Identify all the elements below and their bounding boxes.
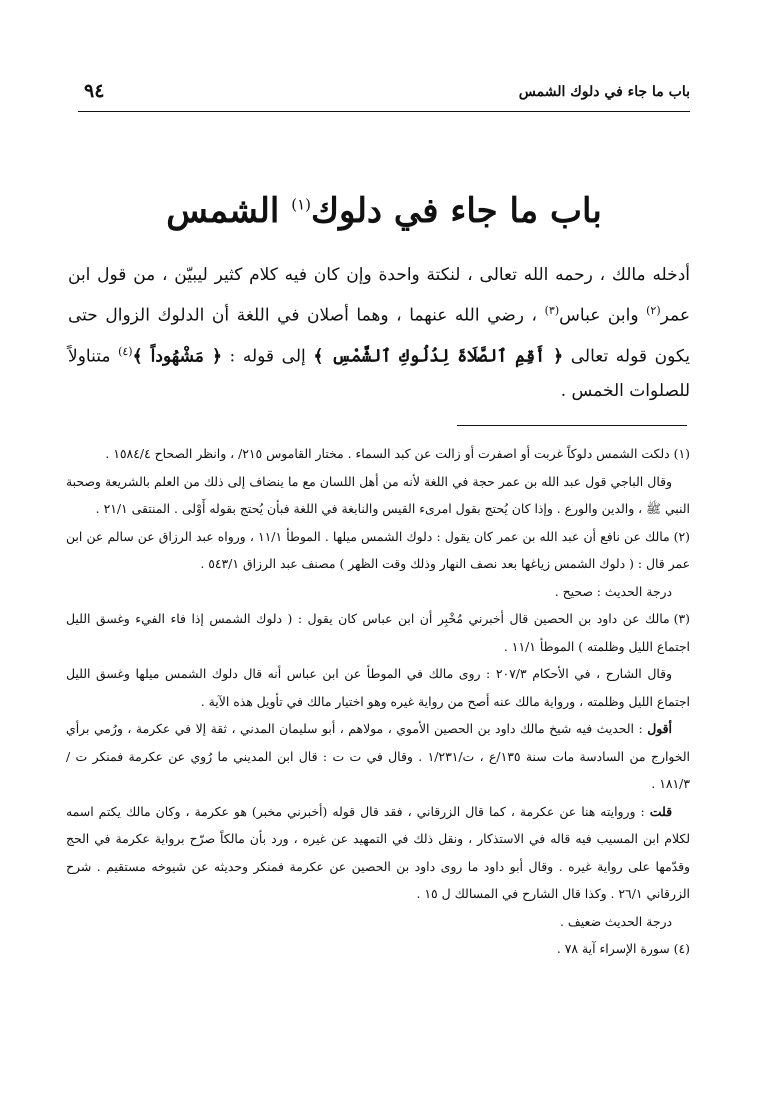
- page-number: ٩٤: [84, 80, 105, 102]
- footnote-text: : وروايته هنا عن عكرمة ، كما قال الزرقاني ، فقد قال قوله (أخبرني مخبر) هو عكرمة ، وكان مالك يكتم اسمه لكلام ابن المسيب فيه قاله في الاستذكار ، ونقل ذلك في التمهيد عن غيره ، ورد بأن مالكاً صرّح برواية عكرمة في الحج وقدّمها على رواية غيره . وقال أبو داود ما روى داود بن الحصين عن عكرمة فمنكر وحديثه عن شيوخه مستقيم . شرح الزرقاني ٢٦/١ . وكذا قال الشارح في المسالك ل ١٥ .: [66, 803, 690, 901]
- footnote-4: [66, 935, 690, 963]
- footnote-text: : الحديث فيه شيخ مالك داود بن الحصين الأموي ، مولاهم ، أبو سليمان المدني ، ثقة إلا في عكرمة ، ورُمي برأي الخوارج من السادسة مات سنة ١٣٥/ع ، ت/١/٢٣١ . وقال في ت ت : قال ابن المديني ما رُوي عن عكرمة فمنكر ت / ١٨١/٣ .: [66, 721, 690, 791]
- footnote-marker-1: (١): [291, 195, 311, 214]
- footnote-number: (٤): [673, 941, 690, 956]
- footnote-3: [66, 605, 690, 935]
- footnote-number: (١): [673, 446, 690, 461]
- running-title: باب ما جاء في دلوك الشمس: [518, 84, 690, 100]
- footnote-paragraph: [66, 798, 690, 908]
- footnote-text: سورة الإسراء آية ٧٨ .: [556, 941, 670, 956]
- footnote-marker-4: (٤): [118, 344, 133, 358]
- chapter-title-text: باب ما جاء في دلوك: [310, 190, 602, 231]
- lead-word: قلت: [649, 803, 672, 819]
- quran-verse-1: ﴿ أَقِمِ ٱلصَّلَاةَ لِدُلُوكِ ٱلشَّمْسِ ﴾: [313, 346, 564, 367]
- chapter-title: [78, 191, 690, 231]
- footnote-2: [66, 523, 690, 606]
- footnote-number: (٣): [673, 611, 690, 626]
- footnote-paragraph: [66, 605, 690, 660]
- footnote-number: (٢): [673, 528, 690, 544]
- footnote-paragraph: وقال الشارح ، في الأحكام ٢٠٧/٣ : روى مالك في الموطأ عن ابن عباس أنه قال دلوك الشمس ميلها وغسق الليل اجتماع الليل وظلمته ، ورواية مالك عنه أصح من رواية غيره وهو اختيار مالك في تأويل هذه الآية .: [66, 666, 690, 709]
- body-text-3: ، رضي الله عنهما ، وهما أصلان في اللغة أن الدلوك الزوال حتى يكون قوله تعالى: [68, 305, 690, 367]
- footnote-1: [66, 440, 690, 523]
- lead-word: أقول: [647, 721, 672, 736]
- page-header: [78, 78, 690, 112]
- footnote-text: مالك عن نافع أن عبد الله بن عمر كان يقول : دلوك الشمس ميلها . الموطأ ١١/١ ، ورواه عبد الرزاق عن سالم عن ابن عمر قال : ( دلوك الشمس زياغها بعد نصف النهار وذلك وقت الظهر ) مصنف عبد الرزاق ٥٤٣/١ .: [66, 528, 690, 571]
- body-text-5: متناولاً للصلوات الخمس .: [68, 346, 690, 402]
- footnote-separator: [457, 425, 687, 426]
- body-text-2: وابن عباس: [559, 305, 647, 326]
- chapter-title-end: الشمس: [166, 190, 280, 231]
- footnote-paragraph: [66, 935, 690, 963]
- footnote-paragraph: درجة الحديث : صحيح .: [554, 583, 672, 599]
- footnote-paragraph: وقال الباجي قول عبد الله بن عمر حجة في اللغة لأنه من أهل اللسان مع ما ينضاف إلى ذلك من العلم بالشريعة وصحبة النبي ﷺ ، والدين والورع . وإذا كان يُحتج بقول امرىء القيس والنابغة في اللغة فبأن يُحتج بقوله أَوْلى . المنتقى ٢١/١ .: [66, 473, 690, 516]
- footnote-marker-2: (٢): [646, 304, 661, 317]
- header-rule: [78, 111, 690, 112]
- quran-verse-2: ﴿ مَشْهُوداً ﴾: [132, 346, 222, 367]
- body-text-1: أدخله مالك ، رحمه الله تعالى ، لنكتة واحدة وإن كان فيه كلام كثير ليبيّن ، من قول ابن عمر: [68, 265, 690, 326]
- footnote-text: مالك عن داود بن الحصين قال أخبرني مُخْبِر أن ابن عباس كان يقول : ( دلوك الشمس إذا فاء الفيء وغسق الليل اجتماع الليل وظلمته ) الموطأ ١١/١ .: [66, 611, 690, 654]
- footnote-paragraph: درجة الحديث ضعيف .: [560, 913, 672, 929]
- footnotes: [66, 440, 690, 1076]
- footnote-paragraph: [66, 523, 690, 578]
- footnote-marker-3: (٣): [544, 304, 560, 317]
- footnote-text: دلكت الشمس دلوكاً غربت أو اصفرت أو زالت عن كبد السماء . مختار القاموس ٢١٥/ ، وانظر الصحاح ١٥٨٤/٤ .: [105, 446, 670, 461]
- main-paragraph: [68, 258, 690, 409]
- footnote-paragraph: [66, 440, 690, 468]
- body-text-4: إلى قوله :: [221, 346, 314, 367]
- footnote-paragraph: [66, 715, 690, 798]
